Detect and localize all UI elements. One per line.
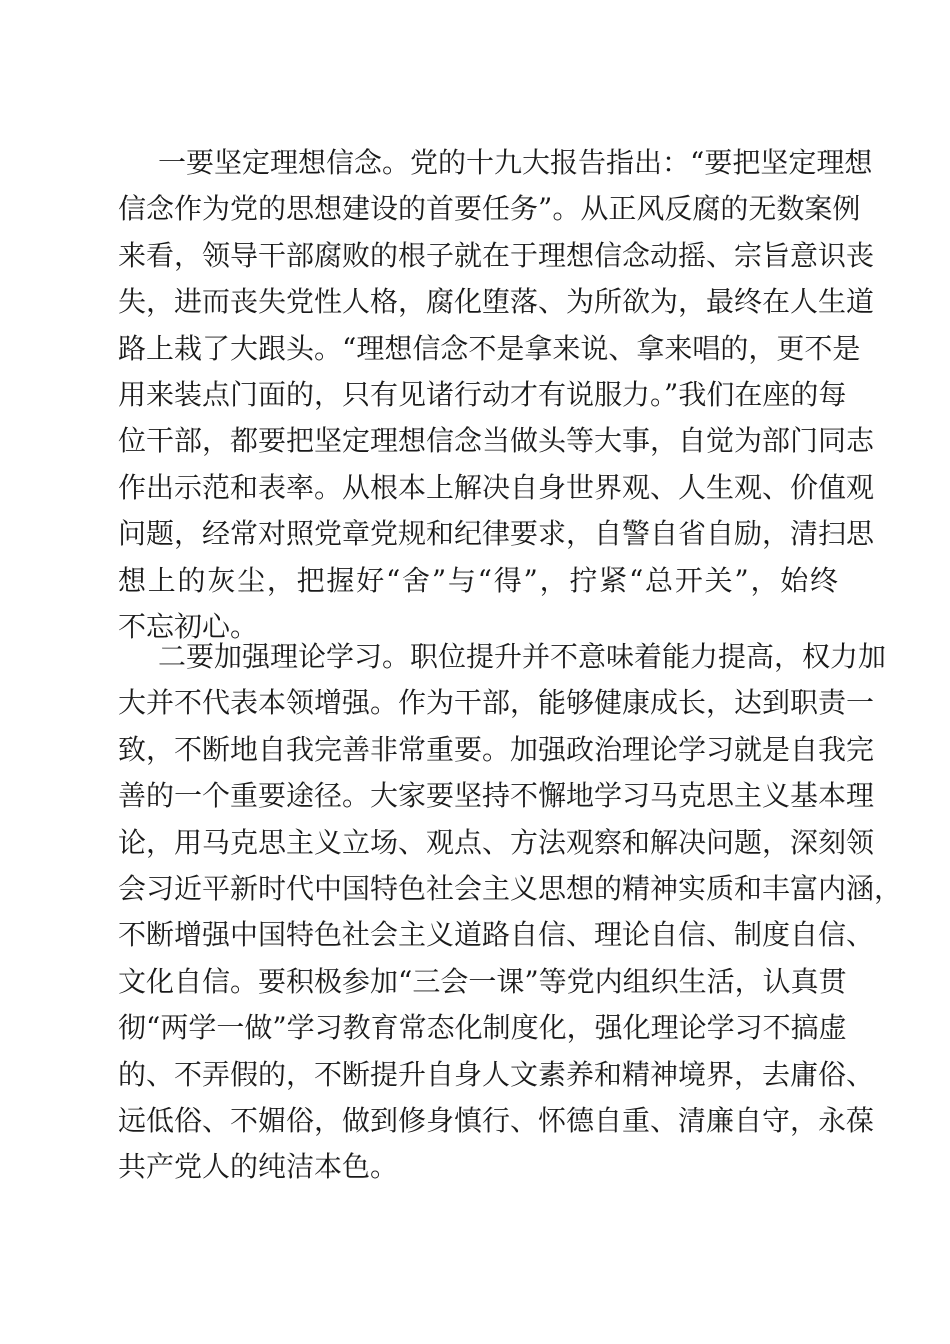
- paragraph-line: 彻“两学一做”学习教育常态化制度化，强化理论学习不搞虚: [118, 1011, 847, 1045]
- paragraph-line: 路上栽了大跟头。“理想信念不是拿来说、拿来唱的，更不是: [118, 331, 861, 365]
- paragraph-line: 文化自信。要积极参加“三会一课”等党内组织生活，认真贯: [118, 964, 847, 998]
- paragraph-line: 会习近平新时代中国特色社会主义思想的精神实质和丰富内涵，: [118, 871, 903, 905]
- paragraph-line: 致，不断地自我完善非常重要。加强政治理论学习就是自我完: [118, 732, 875, 766]
- paragraph-line: 共产党人的纯洁本色。: [118, 1150, 399, 1184]
- paragraph-line: 二要加强理论学习。职位提升并不意味着能力提高，权力加: [158, 640, 887, 673]
- paragraph-line: 的、不弄假的，不断提升自身人文素养和精神境界，去庸俗、: [118, 1057, 875, 1091]
- paragraph-line: 不忘初心。: [118, 609, 259, 643]
- paragraph-line: 信念作为党的思想建设的首要任务”。从正风反腐的无数案例: [118, 192, 861, 226]
- paragraph-theory-study: [118, 634, 903, 1191]
- paragraph-line: 想上的灰尘，把握好“舍”与“得”，拧紧“总开关”，始终: [118, 563, 838, 597]
- paragraph-line: 论，用马克思主义立场、观点、方法观察和解决问题，深刻领: [118, 825, 875, 859]
- paragraph-line: 来看，领导干部腐败的根子就在于理想信念动摇、宗旨意识丧: [118, 238, 875, 272]
- paragraph-line: 大并不代表本领增强。作为干部，能够健康成长，达到职责一: [118, 686, 875, 720]
- paragraph-line: 问题，经常对照党章党规和纪律要求，自警自省自励，清扫思: [118, 517, 875, 551]
- paragraph-line: 用来装点门面的，只有见诸行动才有说服力。”我们在座的每: [118, 377, 847, 411]
- paragraph-line: 作出示范和表率。从根本上解决自身世界观、人生观、价值观: [118, 470, 875, 504]
- paragraph-line: 失，进而丧失党性人格，腐化堕落、为所欲为，最终在人生道: [118, 285, 875, 319]
- paragraph-ideals-and-beliefs: [118, 140, 875, 650]
- paragraph-line: 不断增强中国特色社会主义道路自信、理论自信、制度自信、: [118, 918, 875, 952]
- paragraph-line: 位干部，都要把坚定理想信念当做头等大事，自觉为部门同志: [118, 424, 875, 458]
- paragraph-line: 善的一个重要途径。大家要坚持不懈地学习马克思主义基本理: [118, 779, 875, 813]
- paragraph-line: 远低俗、不媚俗，做到修身慎行、怀德自重、清廉自守，永葆: [118, 1103, 875, 1137]
- paragraph-line: 一要坚定理想信念。党的十九大报告指出：“要把坚定理想: [158, 146, 873, 179]
